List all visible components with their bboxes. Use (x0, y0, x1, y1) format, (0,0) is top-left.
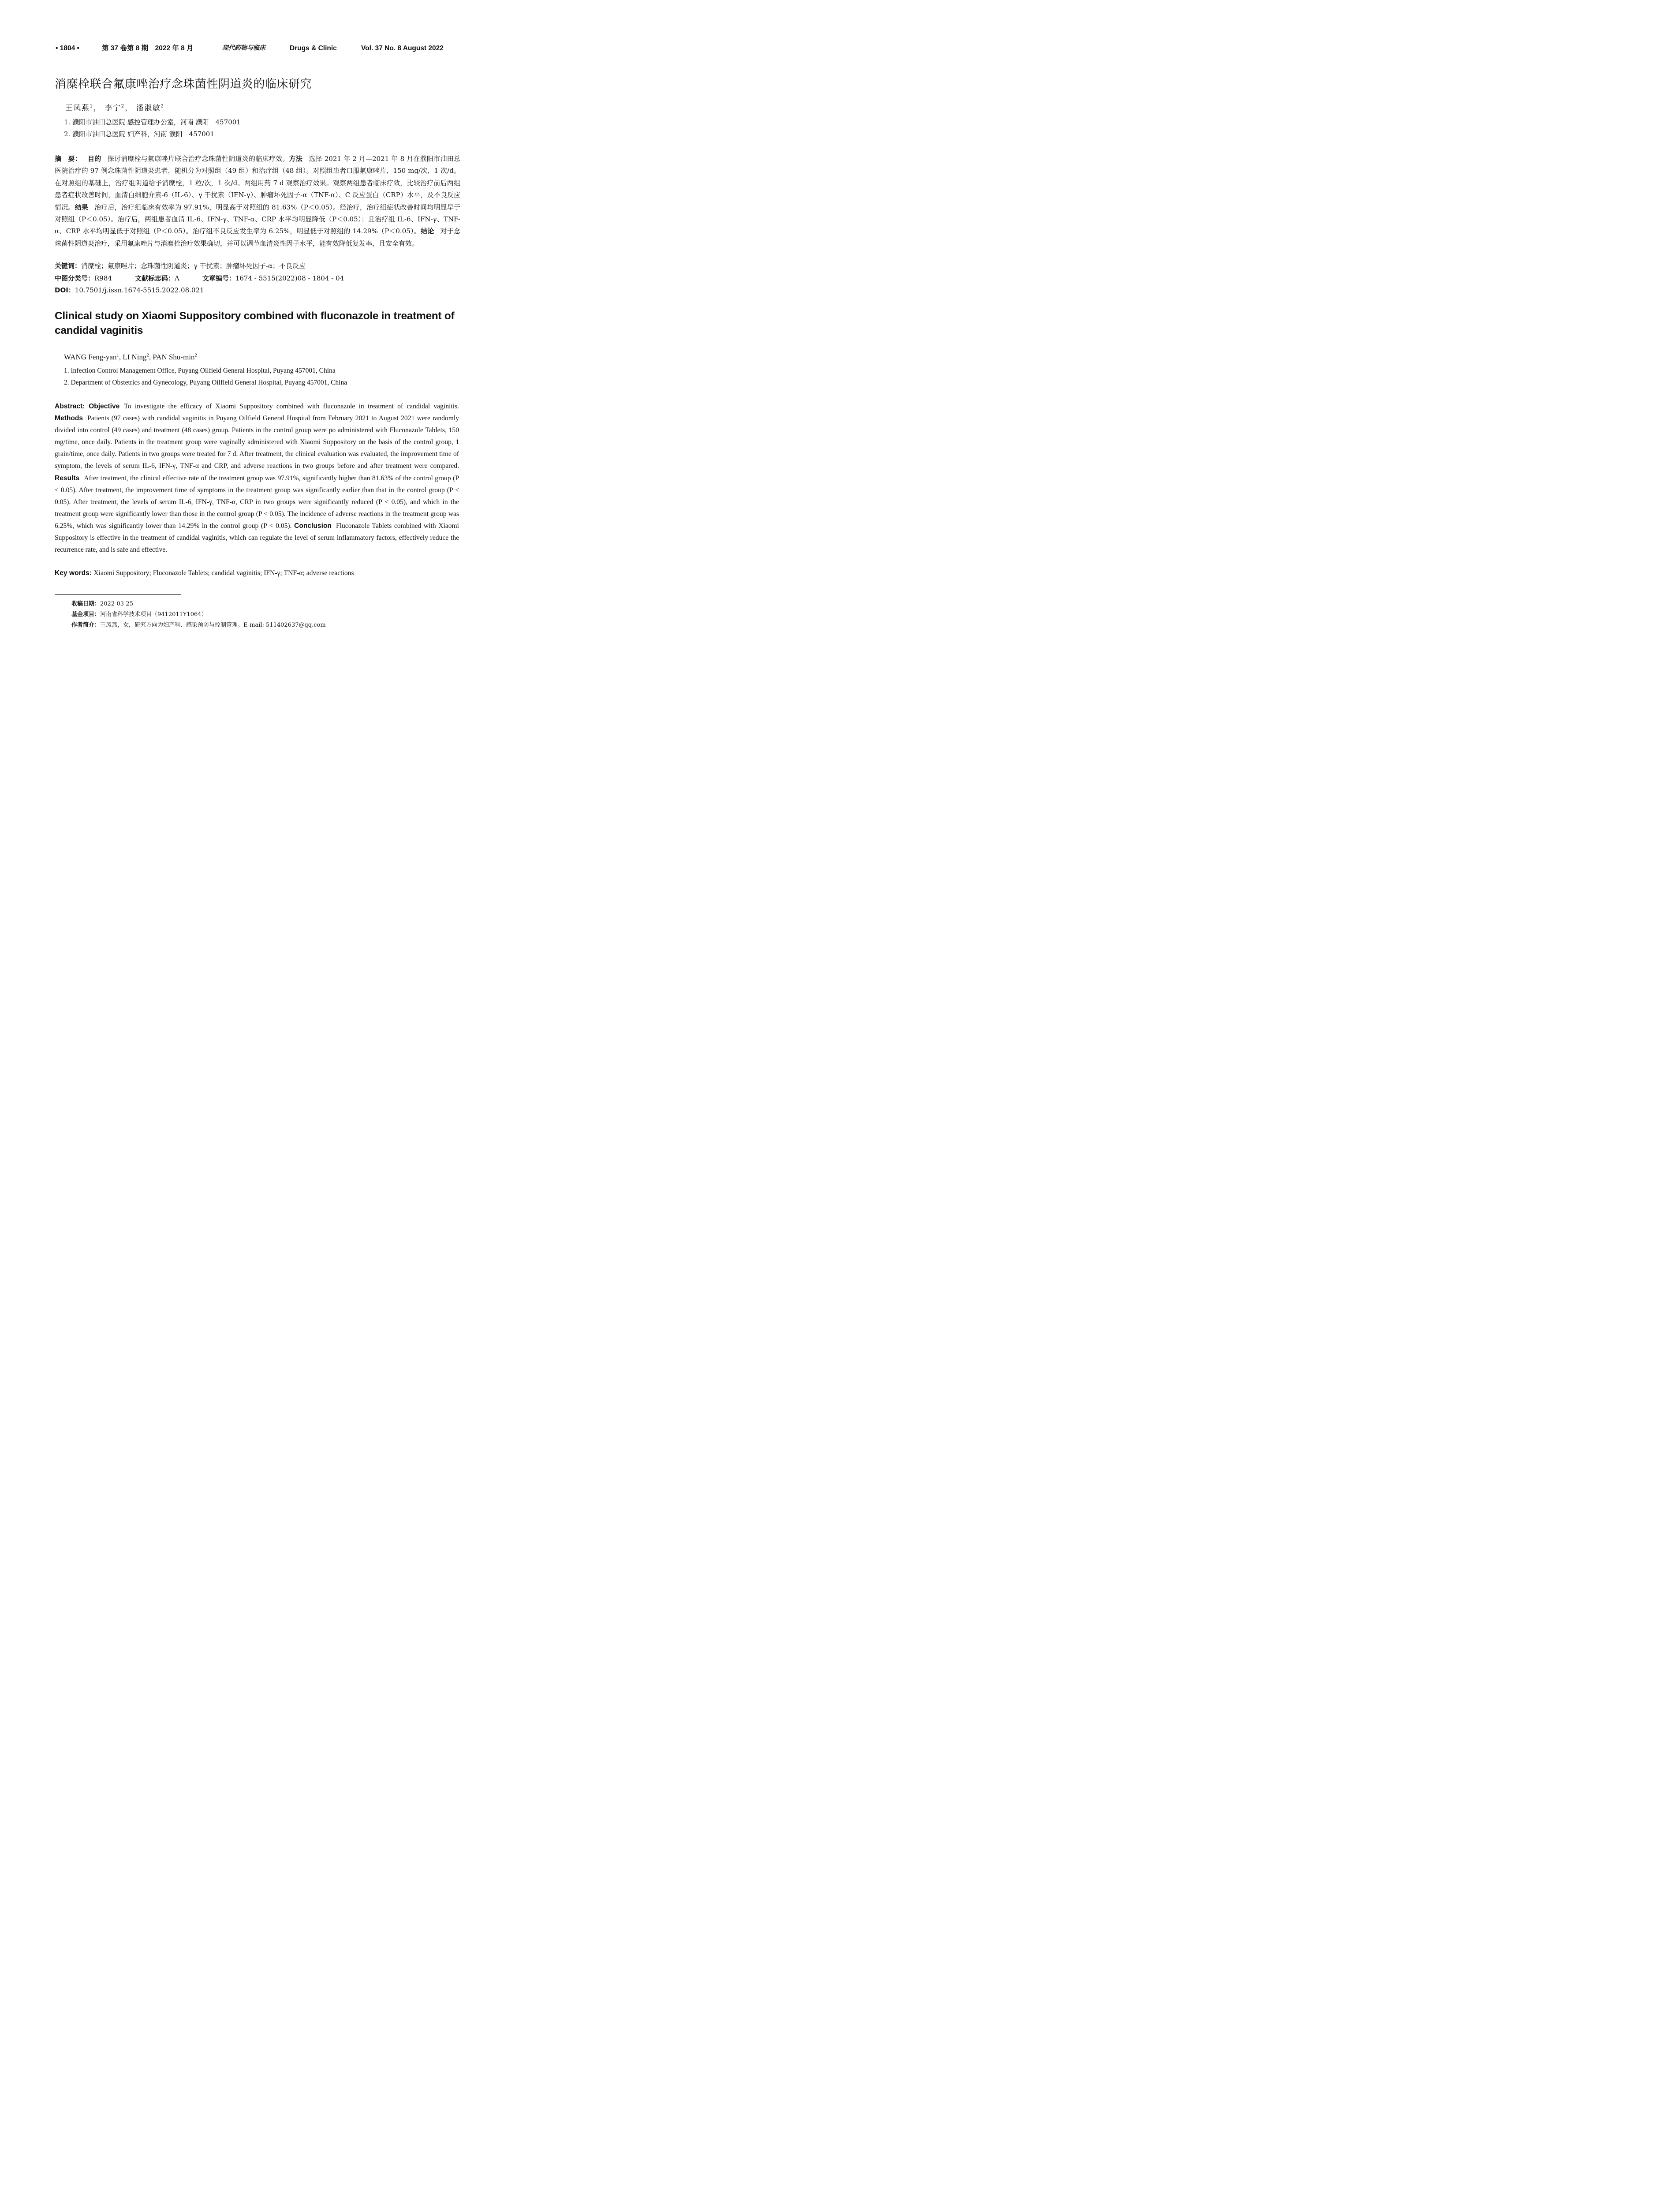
author-affiliation-mark: 2 (194, 353, 197, 358)
doi-value: 10.7501/j.issn.1674-5515.2022.08.021 (75, 286, 204, 294)
section-text: 选择 2021 年 2 月—2021 年 8 月在濮阳市油田总医院治疗的 97 例念珠菌性阴道炎患者，随机分为对照组（49 组）和治疗组（48 组）。对照组患者口服氟康唑片，150 mg/次，1 次/d。在对照组的基础上，治疗组阴道给予消糜栓，1 粒/次，1 次/d。两组用药 7 d 观察治疗效果。观察两组患者临床疗效，比较治疗前后两组患者症状改善时间，血清白细胞介素-6（IL-6）、γ 干扰素（IFN-γ）、肿瘤坏死因子-α（TNF-α）、C 反应蛋白（CRP）水平，及不良反应情况。 (55, 155, 460, 211)
author-name: WANG Feng-yan (64, 353, 117, 361)
author-affiliation-mark: 2 (146, 353, 149, 358)
author-name: LI Ning (123, 353, 147, 361)
doc-code-label: 文献标志码： (134, 274, 175, 282)
author-name: PAN Shu-min (153, 353, 195, 361)
doc-code-value: A (174, 274, 179, 282)
keywords-label: Key words (55, 569, 90, 577)
journal-name-en: Drugs & Clinic (290, 45, 337, 52)
section-text: Fluconazole Tablets combined with Xiaomi Suppository is effective in the treatment of candidal vaginitis, which can regulate the level of serum inflammatory factors, effectively reduce the recurrence rate, and is safe and effective. (55, 522, 459, 554)
section-text: To investigate the efficacy of Xiaomi Suppository combined with fluconazole in treatment of candidal vaginitis. (124, 403, 459, 410)
keywords-text: 消糜栓；氟康唑片；念珠菌性阴道炎；γ 干扰素；肿瘤坏死因子-α；不良反应 (81, 262, 306, 270)
authors-en: WANG Feng-yan$^1$, LI Ning$^2$, PAN Shu-$\min^2$ (64, 353, 197, 361)
footnote-text: 王凤燕，女，研究方向为妇产科、感染预防与控制管理。E-mail: 511402637@qq.com (100, 622, 326, 628)
footnote-received (71, 600, 133, 609)
footnote-divider (55, 594, 181, 595)
footnote-label: 作者简介： (71, 622, 101, 628)
page-number: • 1804 • (56, 45, 79, 52)
section-label: Objective (89, 403, 120, 410)
volume-issue-cn: 第 37 卷第 8 期 2022 年 8 月 (102, 45, 194, 52)
author-name: 王凤燕 (65, 104, 90, 112)
footnote-label: 收稿日期： (71, 601, 101, 607)
footnote-text: 河南省科学技术项目（9412011Y1064） (100, 611, 207, 618)
footnote-funding (71, 610, 207, 619)
keywords-label: 关键词： (55, 262, 82, 270)
footnote-author-bio (71, 621, 326, 630)
author-affiliation-mark: 1 (116, 353, 119, 358)
section-text: 治疗后，治疗组临床有效率为 97.91%，明显高于对照组的 81.63%（P＜0.05）。经治疗，治疗组症状改善时间均明显早于对照组（P＜0.05）。治疗后，两组患者血清 IL-6、IFN-γ、TNF-α、CRP 水平均明显降低（P＜0.05）；且治疗组 IL-6、IFN-γ、TNF-α、CRP 水平均明显低于对照组（P＜0.05）。治疗组不良反应发生率为 6.25%，明显低于对照组的 14.29%（P＜0.05）。 (55, 203, 460, 235)
article-no-value: 1674 - 5515(2022)08 - 1804 - 04 (235, 274, 344, 282)
section-text: 探讨消糜栓与氟康唑片联合治疗念珠菌性阴道炎的临床疗效。 (107, 155, 289, 163)
abstract-label: Abstract (55, 403, 83, 410)
keywords-en: Key words: Xiaomi Suppository; Fluconazole Tablets; candidal vaginitis; IFN-γ; TNF-α; adverse reactions (55, 569, 354, 577)
authors-cn: 王凤燕$^1$， 李宁$^2$， 潘淑敏$^2$ (65, 104, 165, 112)
author-affiliation-mark: 2 (121, 104, 125, 109)
section-label: Results (55, 474, 80, 482)
affiliation-en-1: 1. Infection Control Management Office, Puyang Oilfield General Hospital, Puyang 457001, China (64, 367, 336, 374)
doi-line (55, 285, 204, 295)
affiliation-en-2: 2. Department of Obstetrics and Gynecology, Puyang Oilfield General Hospital, Puyang 457001, China (64, 379, 347, 386)
abstract-cn (55, 153, 460, 250)
section-label: Methods (55, 415, 83, 422)
clc-label: 中图分类号： (55, 274, 95, 282)
volume-issue-en: Vol. 37 No. 8 August 2022 (361, 45, 444, 52)
section-label: 方法 (289, 155, 303, 163)
author-name: 潘淑敏 (136, 104, 161, 112)
section-label: 结果 (75, 203, 89, 211)
abstract-label: 摘 要： (55, 155, 82, 163)
abstract-en: Abstract: Objective To investigate the efficacy of Xiaomi Suppository combined with fluconazole in treatment of candidal vaginitis. Methods Patients (97 cases) with candidal vaginitis in Puyang Oilfield General Hospital from February 2021 to August 2021 were randomly divided into control (49 cases) and treatment (48 cases) group. Patients in the control group were po administered with Fluconazole Tablets, 150 mg/time, once daily. Patients in the treatment group were vaginally administered with Xiaomi Suppository on the basis of the control group, 1 grain/time, once daily. Patients in two groups were treated for 7 d. After treatment, the clinical evaluation was evaluated, the improvement time of symptom, the levels of serum IL-6, IFN-γ, TNF-α and CRP, and adverse reactions in two groups before and after treatment were compared. Results After treatment, the clinical effective rate of the treatment group was 97.91%, significantly higher than 81.63% of the control group (P < 0.05). After treatment, the improvement time of symptoms in the treatment group was significantly earlier than that in the control group (P < 0.05). After treatment, the levels of serum IL-6, IFN-γ, TNF-α, CRP in two groups were significantly reduced (P < 0.05), and which in the treatment group were significantly lower than those in the control group (P < 0.05). The incidence of adverse reactions in the treatment group was 6.25%, which was significantly lower than 14.29% in the control group (P < 0.05). Conclusion Fluconazole Tablets combined with Xiaomi Suppository is effective in the treatment of candidal vaginitis, which can regulate the level of serum inflammatory factors, effectively reduce the recurrence rate, and is safe and effective. (55, 403, 459, 554)
title-cn: 消糜栓联合氟康唑治疗念珠菌性阴道炎的临床研究 (55, 78, 312, 91)
author-affiliation-mark: 2 (161, 104, 165, 109)
keywords-text: Xiaomi Suppository; Fluconazole Tablets; candidal vaginitis; IFN-γ; TNF-α; adverse reactions (93, 569, 354, 577)
section-label: 结论 (421, 227, 434, 235)
doi-label: DOI： (55, 286, 75, 294)
article-no-label: 文章编号： (202, 274, 235, 282)
author-affiliation-mark: 1 (90, 104, 94, 109)
running-header (55, 43, 460, 54)
affiliation-cn-1: 1. 濮阳市油田总医院 感控管理办公室，河南 濮阳 457001 (64, 118, 241, 126)
clc-value: R984 (94, 274, 112, 282)
section-text: After treatment, the clinical effective rate of the treatment group was 97.91%, significantly higher than 81.63% of the control group (P < 0.05). After treatment, the improvement time of symptoms in the treatment group was significantly earlier than that in the control group (P < 0.05). After treatment, the levels of serum IL-6, IFN-γ, TNF-α, CRP in two groups were significantly reduced (P < 0.05), and which in the treatment group were significantly lower than those in the control group (P < 0.05). The incidence of adverse reactions in the treatment group was 6.25%, which was significantly lower than 14.29% in the control group (P < 0.05). (55, 474, 459, 530)
section-text: Patients (97 cases) with candidal vaginitis in Puyang Oilfield General Hospital from February 2021 to August 2021 were randomly divided into control (49 cases) and treatment (48 cases) group. Patients in the control group were po administered with Fluconazole Tablets, 150 mg/time, once daily. Patients in the treatment group were vaginally administered with Xiaomi Suppository on the basis of the control group, 1 grain/time, once daily. Patients in two groups were treated for 7 d. After treatment, the clinical evaluation was evaluated, the improvement time of symptom, the levels of serum IL-6, IFN-γ, TNF-α and CRP, and adverse reactions in two groups before and after treatment were compared. (55, 415, 459, 470)
section-label: 目的 (88, 155, 101, 163)
affiliation-cn-2: 2. 濮阳市油田总医院 妇产科，河南 濮阳 457001 (64, 130, 214, 138)
title-en: Clinical study on Xiaomi Suppository combined with fluconazole in treatment of candidal vaginitis (55, 310, 455, 336)
journal-name-cn: 现代药物与临床 (222, 45, 265, 52)
keywords-cn (55, 261, 306, 271)
classification-line (55, 273, 344, 284)
author-name: 李宁 (105, 104, 121, 112)
section-text: 对于念珠菌性阴道炎治疗，采用氟康唑片与消糜栓治疗效果确切，并可以调节血清炎性因子水平，能有效降低复发率，且安全有效。 (55, 227, 460, 247)
footnote-label: 基金项目： (71, 611, 101, 618)
footnote-text: 2022-03-25 (100, 601, 133, 607)
section-label: Conclusion (294, 522, 332, 530)
